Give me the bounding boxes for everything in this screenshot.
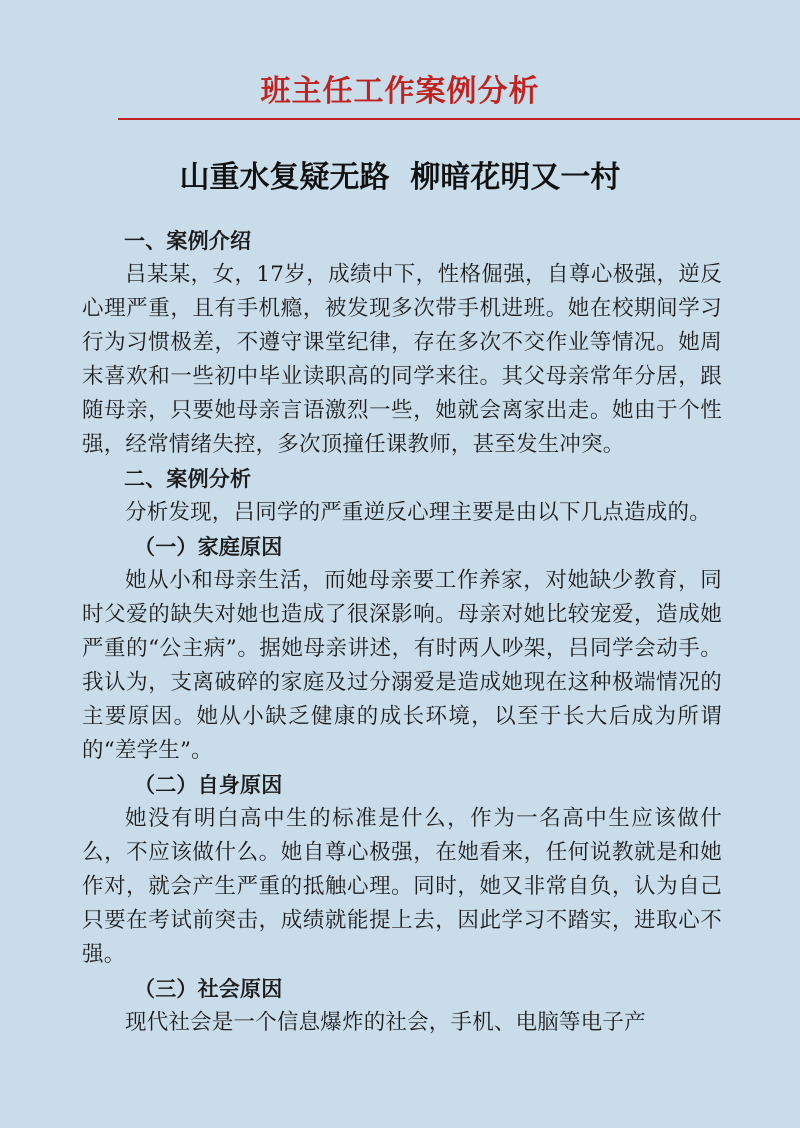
subsection-heading: （一）家庭原因 [134, 535, 283, 559]
paragraph: 分析发现，吕同学的严重逆反心理主要是由以下几点造成的。 [125, 500, 711, 525]
section-heading: 一、案例介绍 [124, 229, 252, 253]
paragraph: 吕某某，女，17岁，成绩中下，性格倔强，自尊心极强，逆反心理严重，且有手机瘾，被发现多次带手机进班。她在校期间学习行为习惯极差，不遵守课堂纪律，存在多次不交作业等情况。她周末喜欢和一些初中毕业读职高的同学来往。其父母亲常年分居，跟随母亲，只要她母亲言语激烈一些，她就会离家出走。她由于个性强，经常情绪失控，多次顶撞任课教师，甚至发生冲突。 [82, 262, 722, 457]
document-title: 山重水复疑无路 柳暗花明又一村 [179, 160, 621, 195]
header-title: 班主任工作案例分析 [260, 74, 540, 109]
subsection-heading: （三）社会原因 [134, 977, 283, 1001]
header-divider [118, 118, 800, 120]
paragraph: 她没有明白高中生的标准是什么，作为一名高中生应该做什么，不应该做什么。她自尊心极强，在她看来，任何说教就是和她作对，就会产生严重的抵触心理。同时，她又非常自负，认为自己只要在考试前突击，成绩就能提上去，因此学习不踏实，进取心不强。 [82, 806, 722, 967]
subsection-heading: （二）自身原因 [134, 773, 283, 797]
paragraph: 现代社会是一个信息爆炸的社会，手机、电脑等电子产 [125, 1010, 646, 1035]
document-body [82, 224, 722, 1040]
paragraph: 她从小和母亲生活，而她母亲要工作养家，对她缺少教育，同时父爱的缺失对她也造成了很深影响。母亲对她比较宠爱，造成她严重的“公主病”。据她母亲讲述，有时两人吵架，吕同学会动手。我认为，支离破碎的家庭及过分溺爱是造成她现在这种极端情况的主要原因。她从小缺乏健康的成长环境，以至于长大后成为所谓的“差学生”。 [82, 568, 722, 763]
section-heading: 二、案例分析 [124, 467, 252, 491]
